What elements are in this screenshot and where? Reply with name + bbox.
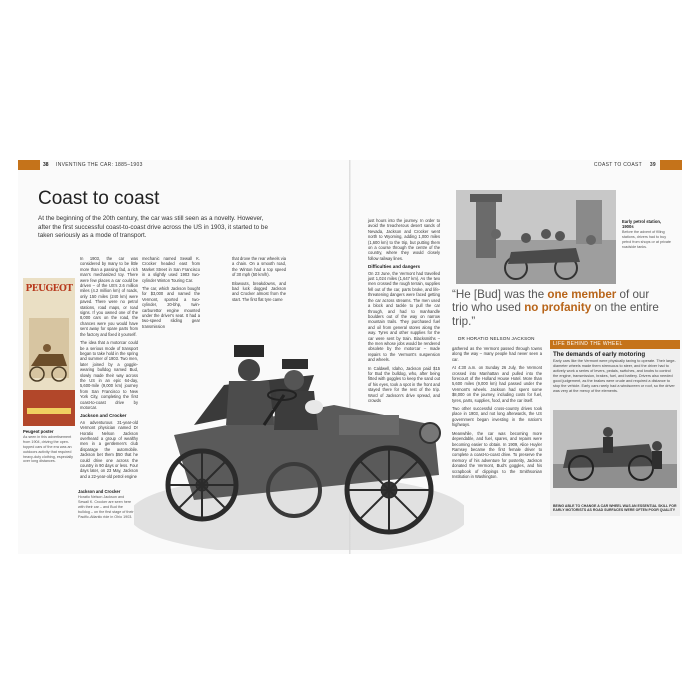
- box-photo-caption: BEING ABLE TO CHANGE A CAR WHEEL WAS AN ESSENTIAL SKILL FOR EARLY MOTORISTS AS ROAD SURFACES WERE OFTEN POOR QUALITY: [553, 503, 677, 513]
- col2-para-1: mechanic named Sewall K. Crocker headed east from Market Street in San Francisco in a slightly used 1903 two-cylinder Winton Touring Car.: [142, 256, 200, 283]
- left-page-number: 38: [43, 162, 49, 168]
- pull-quote-highlight-2: no profanity: [524, 301, 592, 315]
- col4-para-3: In Caldwell, Idaho, Jackson paid $15 for Bud the bulldog, who, after being fitted with goggles to keep the sand out of his eyes, took a spot in the front and stayed there for the rest of the trip. Word of Jackson's drive spread, and crowds: [368, 365, 440, 403]
- box-label: LIFE BEHIND THE WHEEL: [550, 340, 680, 349]
- article-title: Coast to coast: [38, 188, 160, 209]
- pull-quote-text-1: “He [Bud] was the: [452, 288, 548, 301]
- col4-para-1: just hours into the journey. In order to avoid the treacherous desert sands of Nevada, Jackson and Crocker went north to Wyoming, adding 1,000 miles (1,600 km) to the trip, but putting them on a course through the centre of the country, where they would closely follow railway lines.: [368, 218, 440, 261]
- col2-para-2: The car, which Jackson bought for $3,000 and named the Vermont, sported a two-cylinder, 20-bhp, twin-carburettor engine mounted under the driver's seat. It had a two-speed sliding gear transmission: [142, 286, 200, 329]
- left-running-head: INVENTING THE CAR: 1885–1903: [56, 162, 143, 168]
- pull-quote-text-3: on the entire trip.”: [452, 301, 659, 328]
- col1-para-3: An adventurous 31-year-old Vermont physician named Dr Horatio Nelson Jackson overheard a group of wealthy men in a gentlemen's club disparage the automobile. Jackson bet them $50 that he could drive one across the country in 90 days or less. Four days later, on 23 May, Jackson and a 22-year-old petrol engine: [80, 419, 138, 479]
- box-text: Early cars like the Vermont were physically taxing to operate. Their large-diameter wheels made them strenuous to steer, and the driver had to actively work a series of levers, pedals, switches, and knobs to control the engine, transmission, brakes, fuel, and battery. Drivers also needed good judgement, as the brakes were crude and required a distance to stop the vehicle. Early cars rarely had a windscreen or roof, so the driver was very at the mercy of the elements.: [553, 359, 676, 393]
- magazine-spread: [18, 160, 682, 554]
- car-caption: [78, 490, 134, 519]
- text-column-4: [368, 218, 440, 406]
- col5-para-4: Meanwhile, the car was becoming more dependable, and fuel, spares, and repairs were becoming easier to obtain. In 1909, Alice Huyler Ramsey became the first female driver to complete a coast-to-coast drive. To preserve the memory of his adventure for posterity, Jackson donated the Vermont, Bud's goggles, and his scrapbook of clippings to the Smithsonian Institution in Washington.: [452, 430, 542, 479]
- life-behind-wheel-box: [550, 340, 680, 516]
- pull-quote: [452, 288, 662, 328]
- col5-para-2: At 4:30 a.m. on Sunday 26 July, the Vermont crossed into Manhattan and pulled into the forecourt of the Holland House Hotel. More than 5,600 miles (9,000 km) had passed under the Vermont's wheels. Jackson had spent some $8,000 on the journey, including costs for fuel, tyres, parts, supplies, food, and the car itself.: [452, 365, 542, 403]
- pull-quote-attribution: DR HORATIO NELSON JACKSON: [458, 336, 535, 341]
- text-column-3: [232, 256, 286, 305]
- petrol-station-caption-title: Early petrol station, 1900s: [622, 219, 662, 229]
- wheel-change-illustration: [553, 410, 677, 488]
- col3-para-2: Blowouts, breakdowns, and bad luck dogged Jackson and Crocker almost from the start. The first flat tyre came: [232, 280, 286, 302]
- petrol-station-caption-text: Before the advent of filling stations, drivers had to buy petrol from shops or at private roadside tanks.: [622, 229, 671, 249]
- car-caption-title: Jackson and Crocker: [78, 489, 121, 494]
- petrol-station-illustration: [456, 190, 616, 284]
- col1-para-2: The idea that a motorcar could be a serious mode of transport began to take hold in the spring and summer of 1903. Two men, later joined by a goggle-wearing bulldog named Bud, slowly made their way across the US in an epic 64-day, 5,600-mile (9,000 km) journey from San Francisco to New York City, completing the first coast-to-coast drive by motorcar.: [80, 340, 138, 410]
- left-page-tab: [18, 160, 40, 170]
- text-column-5: [452, 346, 542, 482]
- wheel-change-photo: [553, 410, 677, 488]
- col1-subhead: Jackson and Crocker: [80, 413, 127, 419]
- poster-brand-text: PEUGEOT: [25, 284, 73, 294]
- article-intro: At the beginning of the 20th century, the car was still seen as a novelty. However, after the first successful coast-to-coast drive across the US in 1903, it started to be taken seriously as a mode of transport.: [38, 215, 268, 240]
- col3-para-1: that drove the rear wheels via a chain. On a smooth road, the Winton had a top speed of 30 mph (50 km/h).: [232, 256, 286, 278]
- col4-subhead: Difficulties and dangers: [368, 264, 421, 270]
- peugeot-poster: [23, 278, 75, 426]
- text-column-1: [80, 256, 138, 482]
- col5-para-1: gathered as the Vermont passed through towns along the way – many people had never seen a car.: [452, 346, 542, 362]
- right-running-head: COAST TO COAST: [593, 162, 642, 168]
- petrol-station-photo: [456, 190, 616, 284]
- col5-para-3: Two other successful cross-country drives took place in 1903, and not long afterwards, the US government began investing in the nation's highways.: [452, 406, 542, 428]
- petrol-station-caption: [622, 220, 672, 249]
- right-page-tab: [660, 160, 682, 170]
- poster-caption-text: As seen in this advertisement from 1904, driving the open-topped cars of the era was an outdoors activity that required heavy-duty clothing, especially over long distances.: [23, 434, 74, 464]
- box-title: The demands of early motoring: [553, 351, 646, 358]
- pull-quote-highlight-1: one member: [547, 288, 617, 301]
- poster-caption: [23, 430, 77, 464]
- right-page-number: 39: [649, 162, 656, 168]
- front-wheel: [347, 448, 431, 532]
- poster-caption-title: Peugeot poster: [23, 429, 54, 434]
- col4-para-2: On 23 June, the Vermont had travelled just 1,024 miles (1,647 km). As the two men crossed the rough terrain, supplies fell out of the car, parts broke, and life-threatening dangers were faced getting the car across streams. The men used a block and tackle to pull the car through, and had to manhandle boulders out of the way on narrow mountain trails. They purchased fuel and oil from general stores along the way. Tyres and other supplies for the car were sent by train. Blacksmiths – the men whose jobs would be rendered obsolete by the motorcar – made repairs to the Vermont's suspension and wheels.: [368, 270, 440, 363]
- car-caption-text: Horatio Nelson Jackson and Sewall K. Crocker are seen here with their car – and Bud the bulldog – on the first stage of their Pacific-Atlantic ride in Ohio 1903.: [78, 494, 134, 519]
- col1-para-1: In 1903, the car was considered by many to be little more than a passing fad, a rich man's mechanized toy. There were few places a car could be driven – of the US's 2.6 million miles (4.2 million km) of roads, only 150 miles (240 km) were paved. There were no petrol stations, road maps, or road signs. If you owned one of the 8,000 cars on the road, the chances were you would have sent away for spare parts from the factory and fixed it yourself.: [80, 256, 138, 337]
- pull-quote-text-2: of our trio who used: [452, 288, 650, 315]
- peugeot-poster-art: [23, 278, 75, 426]
